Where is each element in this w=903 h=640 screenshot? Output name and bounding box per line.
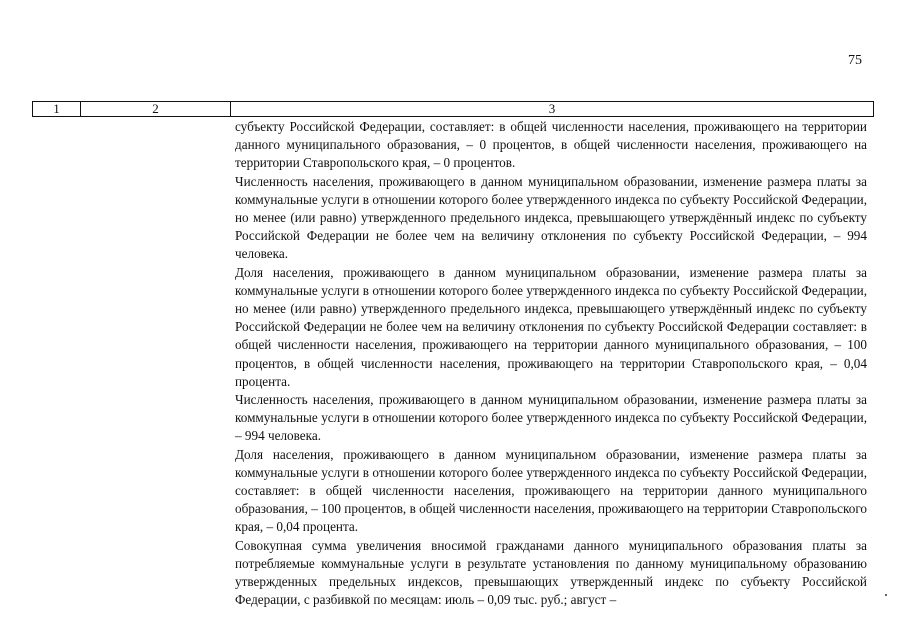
document-body [235, 118, 867, 609]
paragraph: Численность населения, проживающего в данном муниципальном образовании, изменение размера платы за коммунальные услуги в отношении которого более утвержденного индекса по субъекту Российской Федерации, но менее (или равно) утвержденного предельного индекса, превышающего утверждённый индекс по субъекту Российской Федерации не более чем на величину отклонения по субъекту Российской Федерации, – 994 человека. [235, 173, 867, 262]
column-number-3: 3 [230, 102, 874, 116]
paragraph: Численность населения, проживающего в данном муниципальном образовании, изменение размера платы за коммунальные услуги в отношении которого более утвержденного индекса по субъекту Российской Федерации, – 994 человека. [235, 392, 867, 444]
paragraph: Доля населения, проживающего в данном муниципальном образовании, изменение размера платы за коммунальные услуги в отношении которого более утвержденного индекса по субъекту Российской Федерации, составляет: в общей численности населения, проживающего на территории данного муниципального образования, – 100 процентов, в общей численности населения, проживающего на территории Ставропольского края, – 0,04 процента. [235, 446, 867, 535]
scan-speck [885, 594, 887, 596]
paragraph: Доля населения, проживающего в данном муниципальном образовании, изменение размера платы за коммунальные услуги в отношении которого более утвержденного индекса по субъекту Российской Федерации, но менее (или равно) утвержденного предельного индекса, превышающего утверждённый индекс по субъекту Российской Федерации не более чем на величину отклонения по субъекту Российской Федерации составляет: в общей численности населения, проживающего на территории данного муниципального образования, – 100 процентов, в общей численности населения, проживающего на территории Ставропольского края, – 0,04 процента. [235, 264, 867, 389]
paragraph: субъекту Российской Федерации, составляет: в общей численности населения, проживающего на территории данного муниципального образования, – 0 процентов, в общей численности населения, проживающего на территории Ставропольского края, – 0 процентов. [235, 119, 867, 171]
column-number-2: 2 [80, 102, 230, 116]
page-number: 75 [848, 53, 862, 68]
paragraph: Совокупная сумма увеличения вносимой гражданами данного муниципального образования платы за потребляемые коммунальные услуги в результате установления по данному муниципальному образованию утвержденных предельных индексов, превышающих утвержденный индекс по субъекту Российской Федерации, с разбивкой по месяцам: июль – 0,09 тыс. руб.; август – [235, 537, 867, 608]
table-column-header-row [32, 101, 874, 117]
column-number-1: 1 [32, 102, 80, 116]
